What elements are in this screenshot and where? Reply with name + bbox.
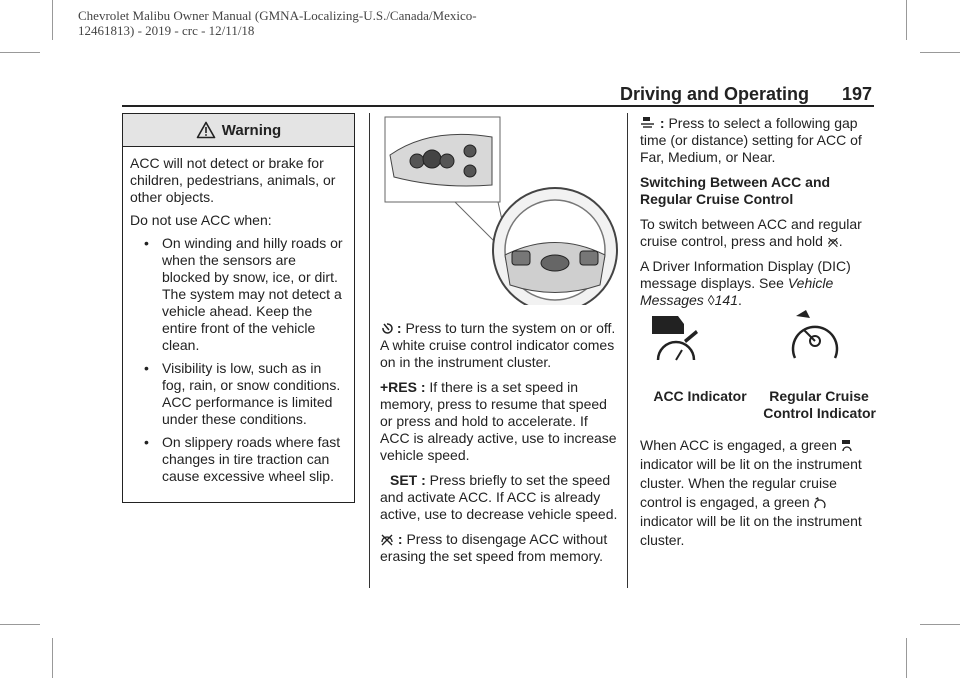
crop-mark	[0, 624, 40, 625]
right-column-top	[640, 114, 876, 317]
page-ref-icon: ◊	[707, 292, 715, 308]
middle-column	[380, 320, 620, 573]
warning-triangle-icon	[196, 121, 216, 139]
crop-mark	[920, 624, 960, 625]
column-divider	[627, 113, 628, 588]
warning-do-not: Do not use ACC when:	[130, 212, 272, 228]
document-header	[78, 8, 477, 38]
switch-text: To switch between ACC and regular cruise control, press and hold	[640, 216, 862, 249]
regular-indicator-label-line-2: Control Indicator	[763, 405, 876, 421]
dic-end: .	[737, 292, 742, 308]
regular-indicator-label-line-1: Regular Cruise	[769, 388, 869, 404]
crop-mark	[52, 0, 53, 40]
warning-bullet-text: On slippery roads where fast changes in tire traction can cause excessive wheel slip.	[162, 434, 341, 484]
power-item-term: :	[396, 320, 402, 336]
res-item-text: If there is a set speed in memory, press to resume that speed or press and hold to accelerate. If ACC is already active, use to increase vehicle speed.	[380, 379, 617, 463]
right-column-bottom	[640, 436, 876, 558]
vehicle-messages-link[interactable]: Vehicle Messages	[640, 275, 834, 308]
engaged-text-b: indicator will be lit on the instrument cluster. When the regular cruise control is engaged, a green	[640, 456, 862, 510]
warning-box	[122, 113, 355, 503]
cruise-cancel-icon	[380, 533, 394, 546]
header-line-2: 12461813) - 2019 - crc - 12/11/18	[78, 23, 255, 38]
warning-title: Warning	[221, 121, 282, 139]
gap-item-text: Press to select a following gap time (or distance) setting for ACC of Far, Medium, or Near.	[640, 115, 862, 165]
warning-bullet: • On slippery roads where fast changes in tire traction can cause excessive wheel slip.	[144, 434, 341, 484]
set-item-term: SET :	[390, 472, 426, 488]
regular-cruise-small-icon	[814, 496, 826, 509]
warning-bullet-text: On winding and hilly roads or when the sensors are blocked by snow, ice, or dirt. The system may not detect a vehicle ahead. Keep the entire front of the vehicle clean.	[162, 235, 343, 353]
warning-bullet-text: Visibility is low, such as in fog, rain, or snow conditions. ACC performance is limited under these conditions.	[162, 360, 341, 427]
dic-page-ref[interactable]: 141	[714, 292, 738, 308]
switch-paragraph	[640, 216, 876, 250]
warning-header	[123, 114, 354, 147]
cancel-item-text: Press to disengage ACC without erasing the set speed from memory.	[380, 531, 608, 564]
column-divider	[369, 113, 370, 588]
engaged-paragraph	[640, 436, 876, 550]
crop-mark	[52, 638, 53, 678]
page-number: 197	[842, 84, 873, 104]
header-rule	[122, 105, 874, 107]
power-item	[380, 320, 620, 371]
set-item	[380, 472, 620, 523]
switch-text-end: .	[838, 233, 843, 249]
res-item-term: +RES :	[380, 379, 426, 395]
cancel-item-term: :	[397, 531, 403, 547]
crop-mark	[0, 52, 40, 53]
crop-mark	[906, 638, 907, 678]
section-title: Driving and Operating	[620, 84, 810, 104]
warning-intro: ACC will not detect or brake for children, pedestrians, animals, or other objects.	[130, 155, 336, 205]
header-line-1: Chevrolet Malibu Owner Manual (GMNA-Localizing-U.S./Canada/Mexico-	[78, 8, 477, 23]
warning-bullet: • Visibility is low, such as in fog, rain, or snow conditions. ACC performance is limited under these conditions.	[144, 360, 341, 427]
crop-mark	[906, 0, 907, 40]
gap-setting-icon	[640, 114, 656, 130]
regular-indicator-label	[756, 388, 876, 422]
power-item-text: Press to turn the system on or off. A white cruise control indicator comes on in the instrument cluster.	[380, 320, 616, 370]
warning-body	[123, 147, 354, 485]
crop-mark	[920, 52, 960, 53]
steering-wheel-controls-illustration	[380, 115, 620, 305]
gap-item-term: :	[659, 115, 665, 131]
dic-paragraph	[640, 258, 876, 309]
cancel-item	[380, 531, 620, 565]
dic-text: A Driver Information Display (DIC) message displays. See	[640, 258, 851, 291]
engaged-text-c: indicator will be lit on the instrument cluster.	[640, 513, 862, 548]
cruise-cancel-icon	[827, 236, 839, 248]
acc-indicator-small-icon	[841, 439, 853, 452]
engaged-text-a: When ACC is engaged, a green	[640, 437, 837, 453]
set-item-text: Press briefly to set the speed and activate ACC. If ACC is already active, use to decrease vehicle speed.	[380, 472, 618, 522]
regular-cruise-indicator-icon	[786, 308, 844, 364]
cruise-power-icon	[380, 322, 393, 335]
gap-item	[640, 114, 876, 166]
res-item	[380, 379, 620, 464]
warning-bullet: • On winding and hilly roads or when the sensors are blocked by snow, ice, or dirt. The system may not detect a vehicle ahead. Keep the entire front of the vehicle clean.	[144, 235, 343, 353]
switch-heading: Switching Between ACC and Regular Cruise Control	[640, 174, 831, 207]
acc-indicator-icon	[648, 310, 700, 364]
acc-indicator-label: ACC Indicator	[653, 388, 747, 404]
